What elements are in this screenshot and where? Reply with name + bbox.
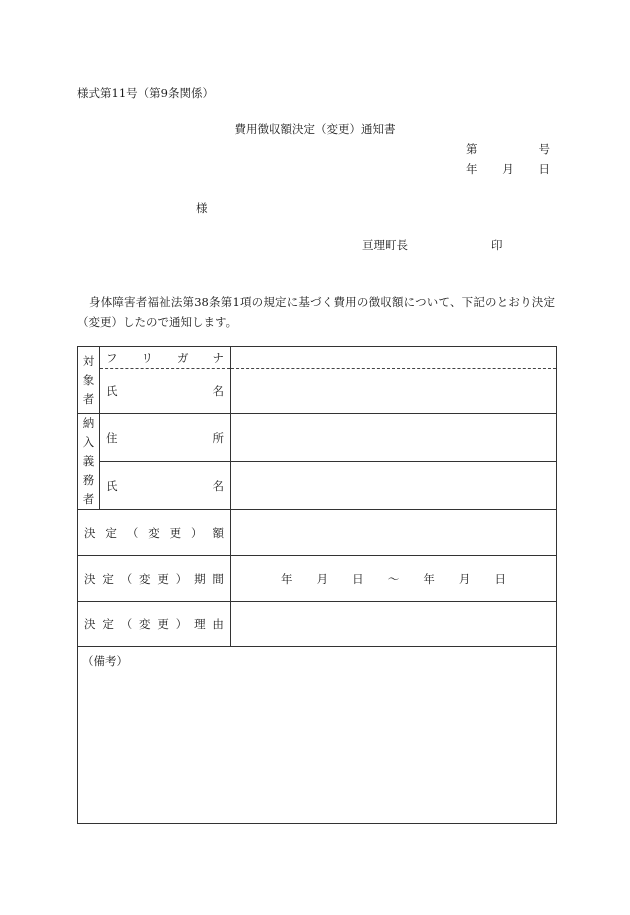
- date-day: 日: [538, 162, 550, 176]
- payer-name-label: 氏 名: [100, 462, 231, 510]
- notice-paragraph: 身体障害者福祉法第38条第1項の規定に基づく費用の徴収額について、下記のとおり決定（変更）したので通知します。: [77, 295, 555, 329]
- decision-reason-label: 決 定 （ 変 更 ） 理 由: [78, 602, 231, 647]
- payer-address-label: 住 所: [100, 414, 231, 462]
- date-month: 月: [502, 162, 514, 176]
- decision-period-label: 決 定 （ 変 更 ） 期 間: [78, 556, 231, 602]
- decision-amount-field[interactable]: [231, 510, 557, 556]
- number-prefix: 第: [466, 142, 478, 156]
- number-suffix: 号: [538, 142, 550, 156]
- decision-reason-field[interactable]: [231, 602, 557, 647]
- addressee-suffix: 様: [196, 201, 208, 215]
- subject-name-label: 氏 名: [100, 369, 231, 414]
- decision-amount-label: 決 定 （ 変 更 ） 額: [78, 510, 231, 556]
- furigana-label: フ リ ガ ナ: [100, 347, 231, 369]
- remarks-field[interactable]: [78, 647, 557, 824]
- payer-group-label: 納 入 義 務 者: [78, 414, 100, 510]
- date-year: 年: [466, 162, 478, 176]
- payer-name-field[interactable]: [231, 462, 557, 510]
- document-title: 費用徴収額決定（変更）通知書: [234, 122, 396, 136]
- document-number: [466, 141, 550, 157]
- notice-table: [77, 346, 557, 824]
- subject-name-field[interactable]: [231, 369, 557, 414]
- decision-period-field[interactable]: 年 月 日 〜 年 月 日: [231, 556, 557, 602]
- payer-address-field[interactable]: [231, 414, 557, 462]
- issuer-name: 亘理町長: [362, 238, 408, 252]
- subject-furigana-field[interactable]: [231, 347, 557, 369]
- remarks-label: （備考）: [82, 654, 128, 668]
- issue-date: [466, 161, 550, 177]
- seal-mark: 印: [491, 238, 503, 252]
- form-number: 様式第11号（第9条関係）: [77, 86, 214, 100]
- subject-group-label: 対 象 者: [78, 347, 100, 414]
